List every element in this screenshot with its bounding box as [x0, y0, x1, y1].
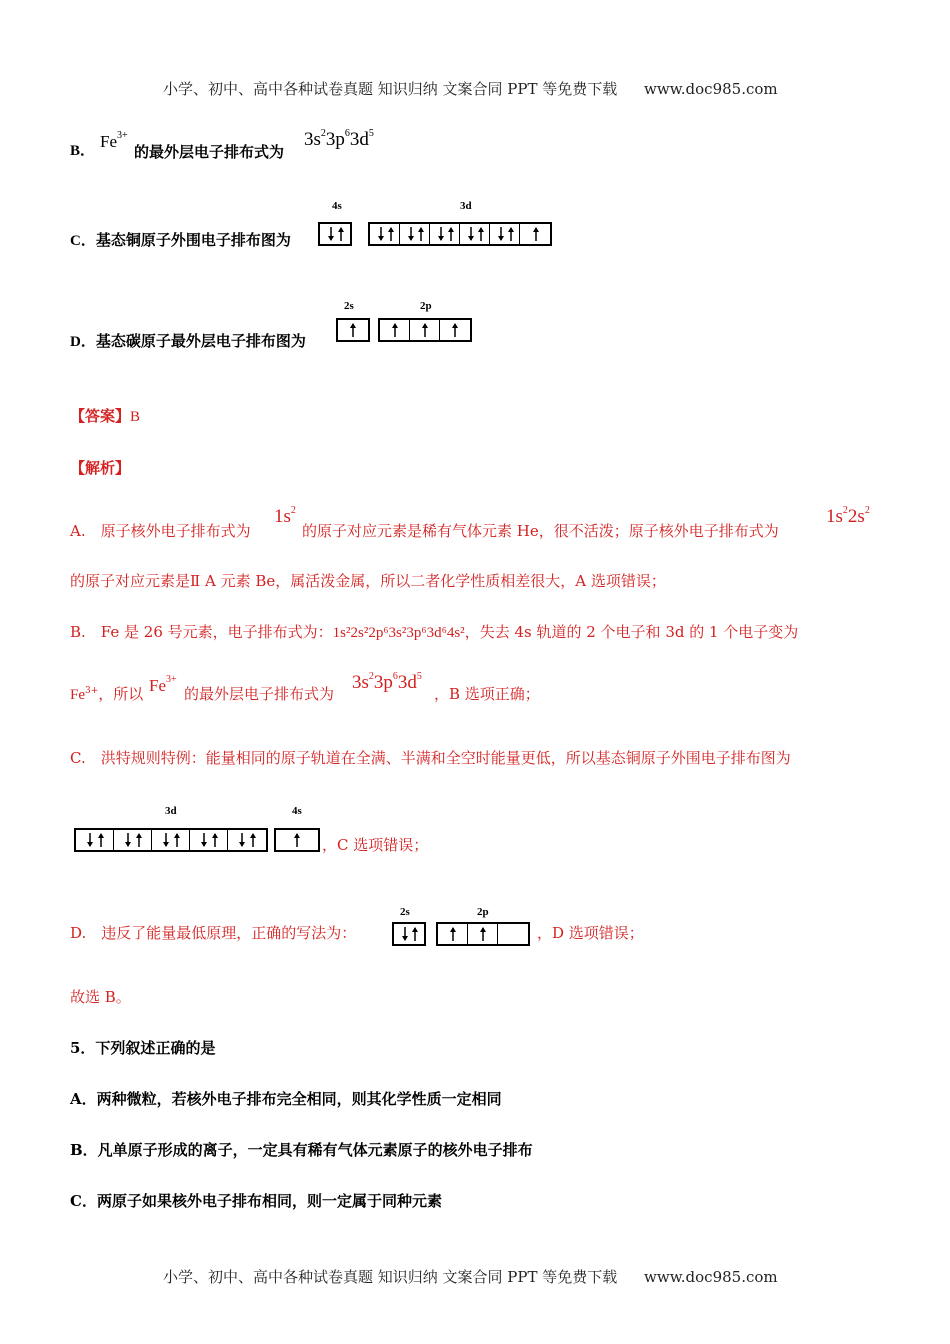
option-b [70, 139, 95, 160]
orbital-box-4s [318, 222, 352, 246]
orbital-cell [400, 224, 430, 244]
formula-1s2: $1s^2$ [274, 505, 296, 527]
spin-up-arrow-icon [411, 927, 419, 941]
spin-up-arrow-icon [477, 227, 485, 241]
orbital-box-3d [368, 222, 552, 246]
spin-up-arrow-icon [387, 227, 395, 241]
option-d-text: 基态碳原子最外层电子排布图为 [95, 332, 306, 350]
orbital-box-4s-correct [274, 828, 320, 852]
spin-down-arrow-icon [238, 833, 246, 847]
spin-down-arrow-icon [407, 227, 415, 241]
orbital-cell [438, 924, 468, 944]
spin-up-arrow-icon [211, 833, 219, 847]
orbital-label-3d: 3d [165, 805, 177, 817]
spin-up-arrow-icon [337, 227, 345, 241]
orbital-cell [276, 830, 318, 850]
spin-up-arrow-icon [479, 927, 487, 941]
spin-up-arrow-icon [173, 833, 181, 847]
orbital-cell [460, 224, 490, 244]
orbital-cell [394, 924, 424, 944]
page-header [163, 78, 778, 99]
option-b-ion: $Fe^{3+}$ [100, 130, 128, 151]
orbital-box-2s [336, 318, 370, 342]
spin-down-arrow-icon [162, 833, 170, 847]
analysis-c-line1: C. 洪特规则特例：能量相同的原子轨道在全满、半满和全空时能量更低，所以基态铜原子外围电子排布图为 [70, 749, 791, 767]
orbital-cell [498, 924, 528, 944]
spin-up-arrow-icon [391, 323, 399, 337]
spin-down-arrow-icon [437, 227, 445, 241]
orbital-cell [370, 224, 400, 244]
analysis-conclusion: 故选 B。 [70, 988, 131, 1006]
spin-up-arrow-icon [447, 227, 455, 241]
orbital-cell [228, 830, 266, 850]
spin-up-arrow-icon [417, 227, 425, 241]
orbital-cell [152, 830, 190, 850]
orbital-cell [380, 320, 410, 340]
analysis-b-line2-start: $Fe^{3+}$，所以 [70, 685, 144, 703]
orbital-cell [76, 830, 114, 850]
spin-down-arrow-icon [377, 227, 385, 241]
option-d: D．基态碳原子最外层电子排布图为 [70, 332, 306, 350]
analysis-a-line2: 的原子对应元素是Ⅱ A 元素 Be，属活泼金属，所以二者化学性质相差很大，A 选项错误； [70, 572, 666, 590]
option-b-text: 的最外层电子排布式为 [134, 143, 285, 161]
spin-up-arrow-icon [507, 227, 515, 241]
option-b-config: $3s^23p^63d^5$ [304, 128, 374, 150]
option-c: C．基态铜原子外围电子排布图为 [70, 231, 291, 249]
analysis-b-line2-post: ，B 选项正确； [434, 685, 540, 703]
orbital-cell [440, 320, 470, 340]
spin-up-arrow-icon [135, 833, 143, 847]
analysis-c-line2: ，C 选项错误； [322, 836, 429, 854]
header-site: www.doc985.com [644, 80, 778, 98]
spin-down-arrow-icon [327, 227, 335, 241]
orbital-box-2p-correct [436, 922, 530, 946]
fe3-ion: $Fe^{3+}$ [149, 674, 177, 695]
question5-stem: 5．下列叙述正确的是 [70, 1039, 216, 1057]
orbital-box-2s-correct [392, 922, 426, 946]
orbital-cell [468, 924, 498, 944]
spin-up-arrow-icon [421, 323, 429, 337]
fe-full-config: 1s²2s²2p⁶3s²3p⁶3d⁶4s² [332, 625, 465, 641]
orbital-label-4s: 4s [332, 200, 342, 212]
orbital-cell [430, 224, 460, 244]
orbital-box-2p [378, 318, 472, 342]
spin-up-arrow-icon [532, 227, 540, 241]
orbital-cell [410, 320, 440, 340]
spin-down-arrow-icon [86, 833, 94, 847]
spin-up-arrow-icon [97, 833, 105, 847]
spin-up-arrow-icon [349, 323, 357, 337]
analysis-d-pre: D. 违反了能量最低原理，正确的写法为： [70, 924, 357, 942]
spin-down-arrow-icon [200, 833, 208, 847]
orbital-cell [190, 830, 228, 850]
analysis-a-line1-mid: 的原子对应元素是稀有气体元素 He，很不活泼；原子核外电子排布式为 [302, 522, 779, 540]
spin-down-arrow-icon [497, 227, 505, 241]
spin-down-arrow-icon [467, 227, 475, 241]
answer [70, 405, 140, 426]
page-footer [163, 1266, 778, 1287]
spin-down-arrow-icon [124, 833, 132, 847]
question5-option-b: B．凡单原子形成的离子，一定具有稀有气体元素原子的核外电子排布 [70, 1141, 533, 1159]
spin-down-arrow-icon [401, 927, 409, 941]
analysis-a-line1-pre: A. 原子核外电子排布式为 [70, 522, 251, 540]
footer-text: 小学、初中、高中各种试卷真题 知识归纳 文案合同 PPT 等免费下载 [163, 1268, 618, 1286]
header-text: 小学、初中、高中各种试卷真题 知识归纳 文案合同 PPT 等免费下载 [163, 80, 618, 98]
orbital-box-3d-correct [74, 828, 268, 852]
orbital-label-2p: 2p [420, 300, 432, 312]
analysis-b-line2-mid: 的最外层电子排布式为 [184, 685, 335, 703]
spin-up-arrow-icon [293, 833, 301, 847]
orbital-cell [490, 224, 520, 244]
formula-1s2-2s2: $1s^22s^2$ [826, 505, 870, 527]
orbital-cell [520, 224, 550, 244]
orbital-label-2p: 2p [477, 906, 489, 918]
formula-3s2-3p6-3d5: $3s^23p^63d^5$ [352, 671, 422, 693]
analysis-label: 【解析】 [70, 459, 131, 477]
orbital-cell [320, 224, 350, 244]
orbital-cell [114, 830, 152, 850]
orbital-label-2s: 2s [344, 300, 354, 312]
question5-option-a: A．两种微粒，若核外电子排布完全相同，则其化学性质一定相同 [70, 1090, 502, 1108]
option-b-label: B． [70, 143, 96, 159]
spin-up-arrow-icon [449, 927, 457, 941]
orbital-label-3d: 3d [460, 200, 472, 212]
option-c-text: 基态铜原子外围电子排布图为 [95, 231, 291, 249]
question5-option-c: C．两原子如果核外电子排布相同，则一定属于同种元素 [70, 1192, 442, 1210]
spin-up-arrow-icon [451, 323, 459, 337]
spin-up-arrow-icon [249, 833, 257, 847]
orbital-label-4s: 4s [292, 805, 302, 817]
analysis-b-line1: B. Fe 是 26 号元素，电子排布式为：1s²2s²2p⁶3s²3p⁶3d⁶4s²，失去 4s 轨道的 2 个电子和 3d 的 1 个电子变为 [70, 623, 799, 641]
footer-site: www.doc985.com [644, 1268, 778, 1286]
orbital-cell [338, 320, 368, 340]
answer-label: 【答案】 [70, 407, 131, 425]
orbital-label-2s: 2s [400, 906, 410, 918]
analysis-d-post: ，D 选项错误； [537, 924, 644, 942]
answer-value: B [130, 409, 141, 425]
